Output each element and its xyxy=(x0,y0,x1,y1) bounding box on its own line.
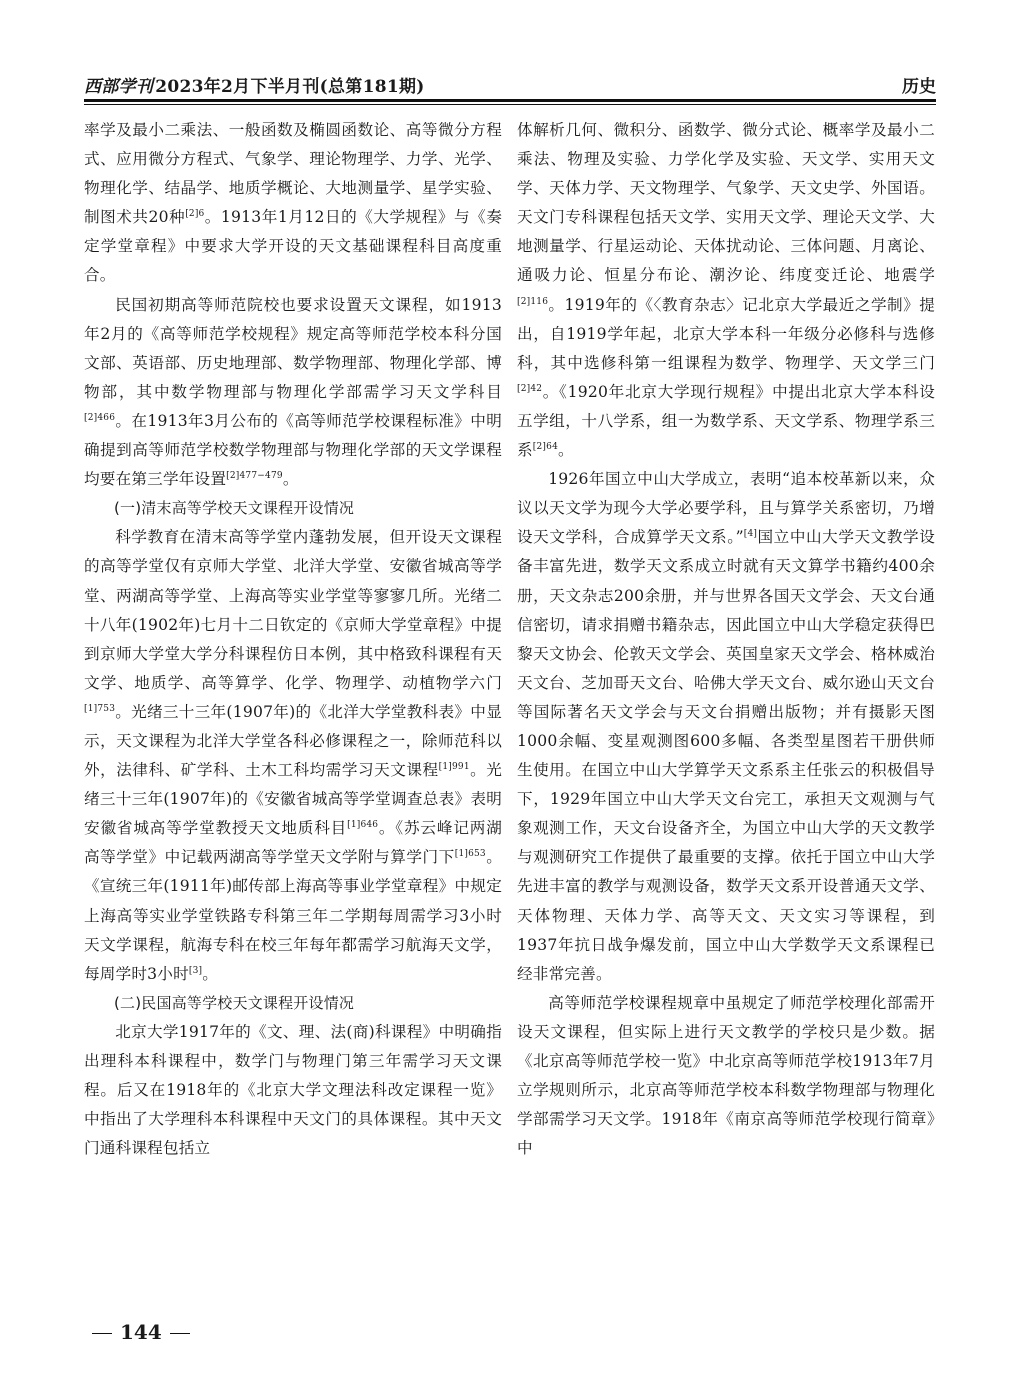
right-column xyxy=(517,116,935,1163)
paragraph-text: 。 xyxy=(202,964,219,983)
paragraph-text: 率学及最小二乘法、一般函数及椭圆函数论、高等微分方程式、应用微分方程式、气象学、理论物理学、力学、光学、物理化学、结晶学、地质学概论、大地测量学、星学实验、制图术共20种 xyxy=(84,121,502,227)
paragraph xyxy=(84,116,502,291)
paragraph-text: 。《苏云峰记两湖高等学堂》中记载两湖高等学堂天文学附与算学门下 xyxy=(84,819,502,867)
citation-ref: [2]6 xyxy=(185,209,205,220)
citation-ref: [1]991 xyxy=(438,762,470,773)
citation-ref: [3] xyxy=(188,965,203,976)
page-number: 144 xyxy=(120,1320,162,1344)
journal-issue xyxy=(84,72,425,97)
section-heading: (一)清末高等学校天文课程开设情况 xyxy=(114,499,355,518)
paragraph xyxy=(84,523,502,989)
journal-name: 西部学刊 xyxy=(84,77,154,97)
paragraph-text: 。《宣统三年(1911年)邮传部上海高等事业学堂章程》中规定上海高等实业学堂铁路专科第三年二学期每周需学习3小时天文学课程，航海专科在校三年每年都需学习航海天文学，每周学时3小时 xyxy=(84,848,502,983)
paragraph-text: 国立中山大学天文教学设备丰富先进，数学天文系成立时就有天文算学书籍约400余册，天文杂志200余册，并与世界各国天文学会、天文台通信密切，请求捐赠书籍杂志，因此国立中山大学稳定获得巴黎天文协会、伦敦天文学会、英国皇家天文学会、格林威治天文台、芝加哥天文台、哈佛大学天文台、威尔逊山天文台等国际著名天文学会与天文台捐赠出版物；并有摄影天图1000余幅、变星观测图600多幅、各类型星图若干册供师生使用。在国立中山大学算学天文系系主任张云的积极倡导下，1929年国立中山大学天文台完工，承担天文观测与气象观测工作，天文台设备齐全，为国立中山大学的天文教学与观测研究工作提供了最重要的支撑。依托于国立中山大学先进丰富的教学与观测设备，数学天文系开设普通天文学、天体物理、天体力学、高等天文、天文实习等课程，到1937年抗日战争爆发前，国立中山大学数学天文系课程已经非常完善。 xyxy=(517,528,935,983)
paragraph-text: 民国初期高等师范院校也要求设置天文课程，如1913年2月的《高等师范学校规程》规定高等师范学校本科分国文部、英语部、历史地理部、数学物理部、物理化学部、博物部，其中数学物理部与物理化学部需学习天文学科目 xyxy=(84,295,502,401)
citation-ref: [2]42 xyxy=(517,383,543,394)
footer-dash-right xyxy=(170,1333,190,1334)
paragraph xyxy=(517,989,935,1164)
paragraph xyxy=(84,1018,502,1163)
paragraph-text: 。《1920年北京大学现行规程》中提出北京大学本科设五学组，十八学系，组一为数学系、天文学系、物理学系三系 xyxy=(517,382,935,460)
paragraph-text: 。 xyxy=(282,470,299,489)
header-rule-thin xyxy=(84,104,936,105)
paragraph-text: 。在1913年3月公布的《高等师范学校课程标准》中明确提到高等师范学校数学物理部与物理化学部的天文学课程均要在第三学年设置 xyxy=(84,411,502,489)
section-name: 历史 xyxy=(902,77,936,97)
paragraph xyxy=(517,116,935,465)
paragraph xyxy=(517,465,935,989)
section-heading: (二)民国高等学校天文课程开设情况 xyxy=(114,993,355,1012)
citation-ref: [4] xyxy=(743,529,758,540)
citation-ref: [2]477−479 xyxy=(226,471,283,482)
paragraph-text: 科学教育在清末高等学堂内蓬勃发展，但开设天文课程的高等学堂仅有京师大学堂、北洋大学堂、安徽省城高等学堂、两湖高等学堂、上海高等实业学堂等寥寥几所。光绪二十八年(1902年)七月十二日钦定的《京师大学堂章程》中提到京师大学堂大学分科课程仿日本例，其中格致科课程有天文学、地质学、高等算学、化学、物理学、动植物学六门 xyxy=(84,528,502,692)
paragraph-text: 。光绪三十三年(1907年)的《安徽省城高等学堂调查总表》表明安徽省城高等学堂教授天文地质科目 xyxy=(84,761,503,838)
paragraph-text: 1926年国立中山大学成立，表明“追本校革新以来，众议以天文学为现今大学必要学科，且与算学关系密切，乃增设天文学科，合成算学天文系。” xyxy=(517,470,935,547)
paragraph-text: 。1913年1月12日的《大学规程》与《奏定学堂章程》中要求大学开设的天文基础课程科目高度重合。 xyxy=(84,208,502,285)
citation-ref: [2]64 xyxy=(532,442,558,453)
citation-ref: [2]116 xyxy=(517,296,549,307)
citation-ref: [1]753 xyxy=(84,703,116,714)
paragraph-text: 北京大学1917年的《文、理、法(商)科课程》中明确指出理科本科课程中，数学门与物理门第三年需学习天文课程。后又在1918年的《北京大学文理法科改定课程一览》中指出了大学理科本科课程中天文门的具体课程。其中天文门通科课程包括立 xyxy=(84,1022,502,1158)
citation-ref: [1]646 xyxy=(347,820,379,831)
paragraph-text: 体解析几何、微积分、函数学、微分式论、概率学及最小二乘法、物理及实验、力学化学及实验、天文学、实用天文学、天体力学、天文物理学、气象学、天文史学、外国语。天文门专科课程包括天文学、实用天文学、理论天文学、大地测量学、行星运动论、天体扰动论、三体问题、月离论、通吸力论、恒星分布论、潮汐论、纬度变迁论、地震学 xyxy=(517,121,935,285)
footer-dash-left xyxy=(92,1333,112,1334)
issue-info: 2023年2月下半月刊(总第181期) xyxy=(155,77,425,97)
paragraph-text: 。 xyxy=(558,441,574,460)
left-column xyxy=(84,116,502,1163)
paragraph-text: 。光绪三十三年(1907年)的《北洋大学堂教科表》中显示，天文课程为北洋大学堂各科必修课程之一，除师范科以外，法律科、矿学科、土木工科均需学习天文课程 xyxy=(84,702,502,780)
running-header xyxy=(84,68,936,98)
page-footer xyxy=(84,1320,198,1344)
citation-ref: [1]653 xyxy=(454,849,486,860)
paragraph-text: 高等师范学校课程规章中虽规定了师范学校理化部需开设天文课程，但实际上进行天文教学的学校只是少数。据《北京高等师范学校一览》中北京高等师范学校1913年7月立学规则所示，北京高等师范学校本科数学物理部与物理化学部需学习天文学。1918年《南京高等师范学校现行简章》中 xyxy=(517,993,935,1158)
paragraph xyxy=(84,291,502,495)
header-rule xyxy=(84,99,936,102)
citation-ref: [2]466 xyxy=(84,412,116,423)
paragraph-text: 。1919年的《〈教育杂志〉记北京大学最近之学制》提出，自1919学年起，北京大学本科一年级分必修科与选修科，其中选修科第一组课程为数学、物理学、天文学三门 xyxy=(517,295,935,372)
